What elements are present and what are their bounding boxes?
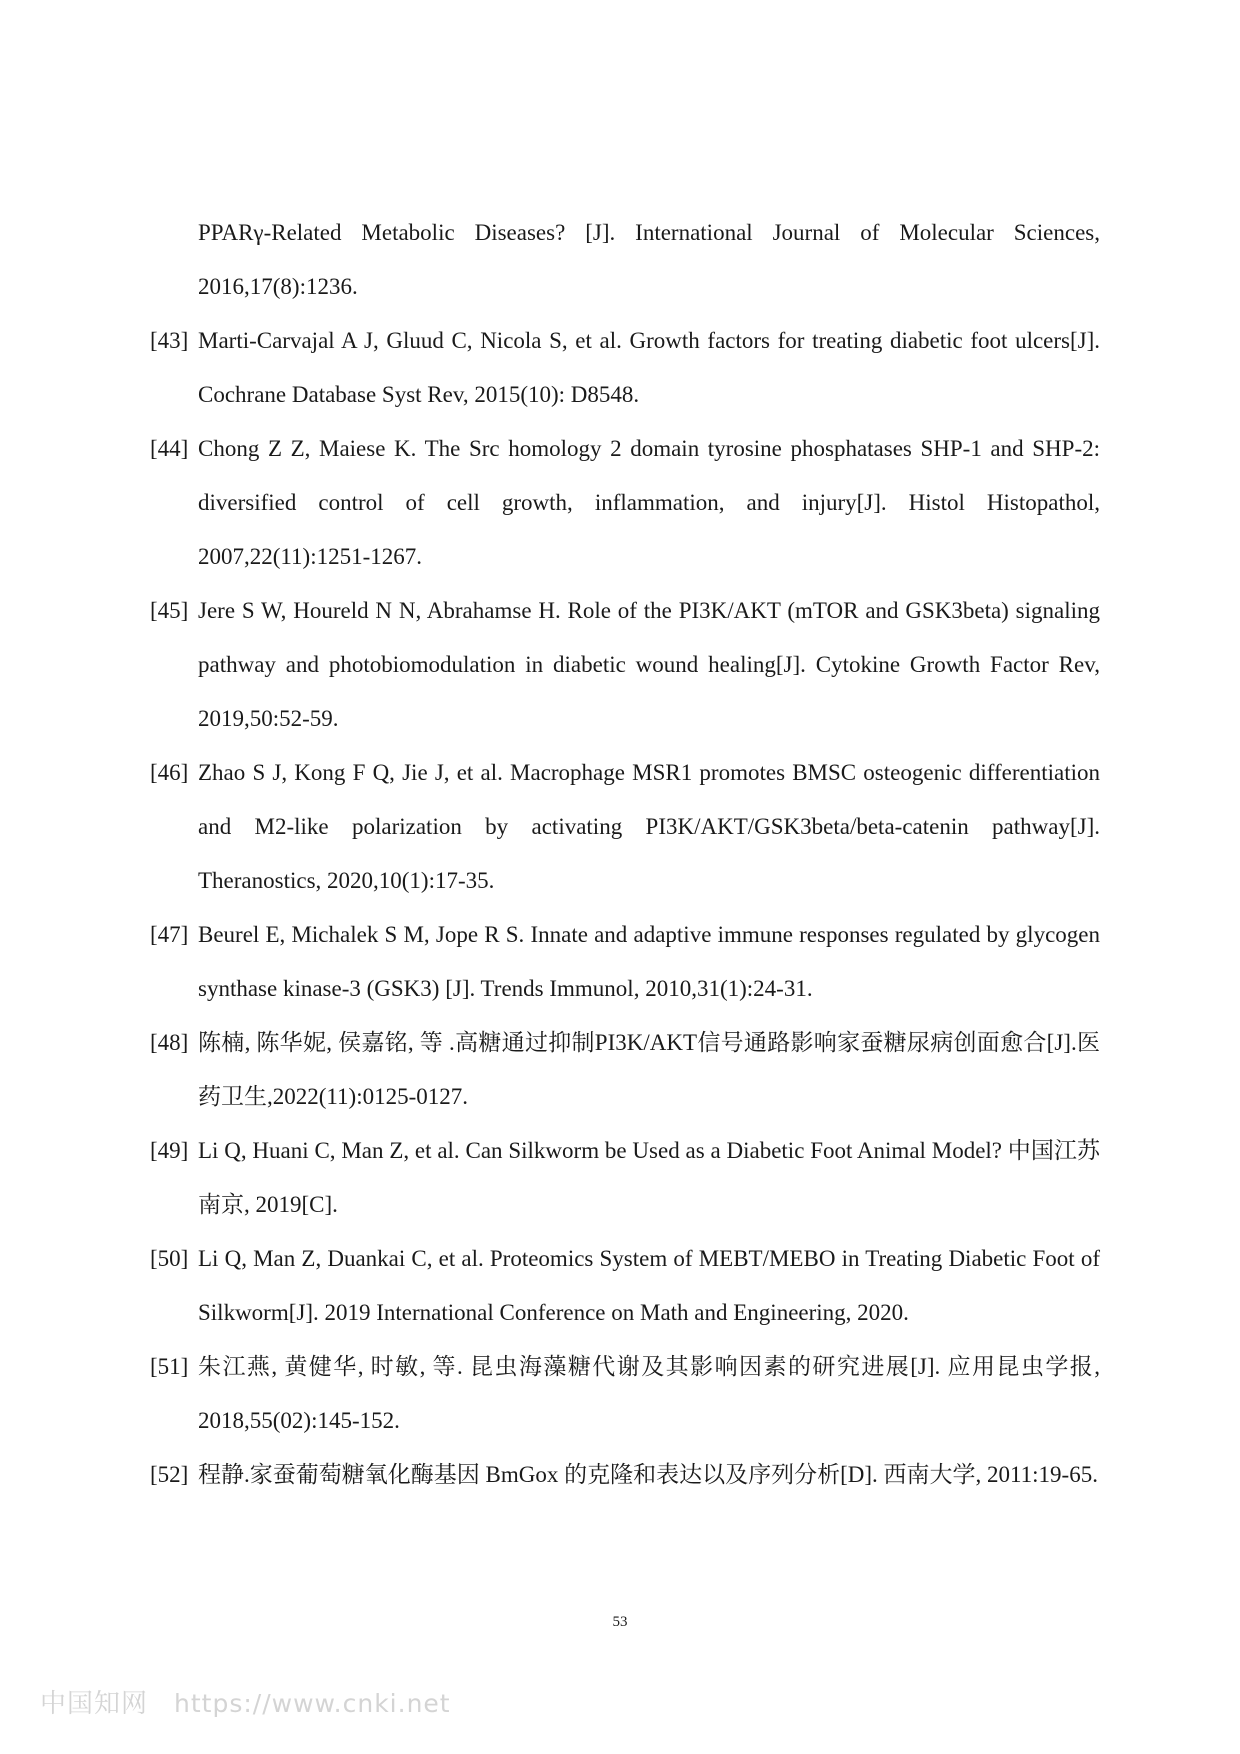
reference-item bbox=[150, 422, 1100, 584]
reference-item bbox=[150, 584, 1100, 746]
reference-text: 朱江燕, 黄健华, 时敏, 等. 昆虫海藻糖代谢及其影响因素的研究进展[J]. 应用昆虫学报, 2018,55(02):145-152. bbox=[198, 1354, 1100, 1433]
reference-item bbox=[150, 908, 1100, 1016]
reference-text: Marti-Carvajal A J, Gluud C, Nicola S, et al. Growth factors for treating diabetic foot ulcers[J]. Cochrane Database Syst Rev, 2015(10): D8548. bbox=[198, 328, 1100, 407]
reference-text: Li Q, Huani C, Man Z, et al. Can Silkworm be Used as a Diabetic Foot Animal Model? 中国江苏南京, 2019[C]. bbox=[198, 1138, 1100, 1217]
reference-text: Chong Z Z, Maiese K. The Src homology 2 domain tyrosine phosphatases SHP-1 and SHP-2: diversified control of cell growth, inflammation, and injury[J]. Histol Histopathol, 2007,22(11):1251-1267. bbox=[198, 436, 1100, 569]
reference-item bbox=[150, 206, 1100, 314]
reference-text: PPARγ-Related Metabolic Diseases? [J]. International Journal of Molecular Sciences, 2016,17(8):1236. bbox=[198, 220, 1100, 299]
reference-number: [48] bbox=[150, 1030, 189, 1055]
reference-list bbox=[150, 206, 1100, 1502]
watermark-brand: 中国知网 bbox=[40, 1689, 149, 1719]
reference-number: [49] bbox=[150, 1138, 189, 1163]
reference-text: Li Q, Man Z, Duankai C, et al. Proteomics System of MEBT/MEBO in Treating Diabetic Foot of Silkworm[J]. 2019 International Conference on Math and Engineering, 2020. bbox=[198, 1246, 1100, 1325]
reference-item bbox=[150, 1124, 1100, 1232]
page-number: 53 bbox=[612, 1614, 628, 1630]
reference-text: 程静.家蚕葡萄糖氧化酶基因 BmGox 的克隆和表达以及序列分析[D]. 西南大学, 2011:19-65. bbox=[198, 1462, 1098, 1487]
reference-text: Jere S W, Houreld N N, Abrahamse H. Role of the PI3K/AKT (mTOR and GSK3beta) signaling pathway and photobiomodulation in diabetic wound healing[J]. Cytokine Growth Factor Rev, 2019,50:52-59. bbox=[198, 598, 1100, 731]
reference-number: [50] bbox=[150, 1246, 189, 1271]
reference-number: [52] bbox=[150, 1462, 189, 1487]
reference-text: Beurel E, Michalek S M, Jope R S. Innate and adaptive immune responses regulated by glycogen synthase kinase-3 (GSK3) [J]. Trends Immunol, 2010,31(1):24-31. bbox=[198, 922, 1100, 1001]
reference-text: 陈楠, 陈华妮, 侯嘉铭, 等 .高糖通过抑制PI3K/AKT信号通路影响家蚕糖尿病创面愈合[J].医药卫生,2022(11):0125-0127. bbox=[198, 1030, 1100, 1109]
reference-text: Zhao S J, Kong F Q, Jie J, et al. Macrophage MSR1 promotes BMSC osteogenic differentiation and M2-like polarization by activating PI3K/AKT/GSK3beta/beta-catenin pathway[J]. Theranostics, 2020,10(1):17-35. bbox=[198, 760, 1100, 893]
reference-number: [43] bbox=[150, 328, 189, 353]
reference-item bbox=[150, 1016, 1100, 1124]
watermark bbox=[40, 1683, 451, 1720]
reference-number: [51] bbox=[150, 1354, 189, 1379]
watermark-url: https://www.cnki.net bbox=[174, 1689, 451, 1718]
reference-item bbox=[150, 314, 1100, 422]
reference-number: [44] bbox=[150, 436, 189, 461]
reference-item bbox=[150, 1340, 1100, 1448]
reference-item bbox=[150, 1448, 1100, 1502]
reference-item bbox=[150, 1232, 1100, 1340]
reference-number: [47] bbox=[150, 922, 189, 947]
reference-number: [46] bbox=[150, 760, 189, 785]
reference-number: [45] bbox=[150, 598, 189, 623]
reference-item bbox=[150, 746, 1100, 908]
